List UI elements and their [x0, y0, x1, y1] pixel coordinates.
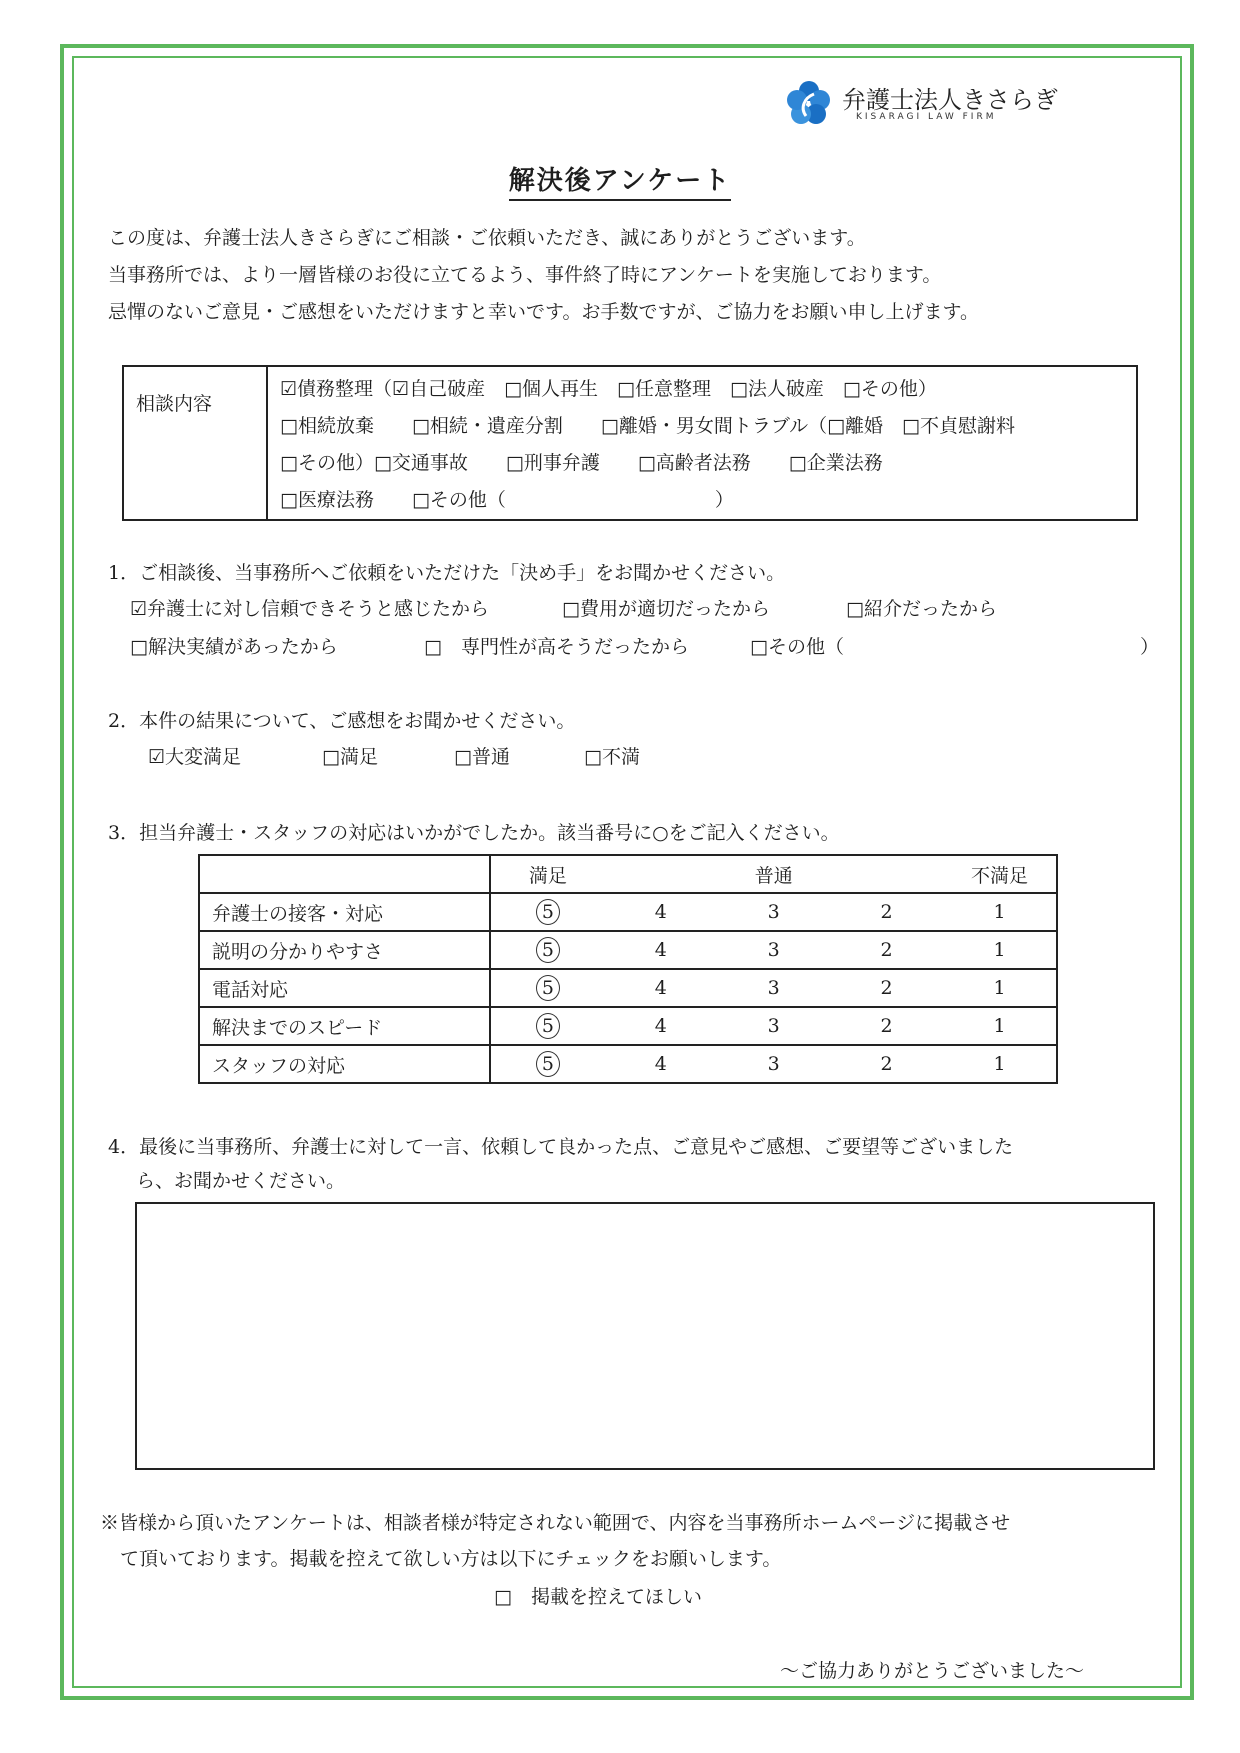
header-dissatisfied: 不満足 [971, 864, 1029, 887]
question-4-line2: ら、お聞かせください。 [136, 1170, 346, 1192]
intro-line: 忌憚のないご意見・ご感想をいただけますと幸いです。お手数ですが、ご協力をお願い申し上げます。 [108, 301, 979, 323]
rating-5[interactable] [490, 1045, 604, 1083]
rating-5[interactable] [490, 893, 604, 931]
rating-row [199, 1045, 1057, 1083]
q1-option-fee[interactable]: □費用が適切だったから [562, 598, 770, 620]
rating-row-label: 電話対応 [199, 969, 490, 1007]
q1-option-referral[interactable]: □紹介だったから [846, 598, 997, 620]
rating-2[interactable]: 2 [830, 893, 943, 931]
rating-header-blank [199, 855, 490, 893]
publication-note-line1: ※皆様から頂いたアンケートは、相談者様が特定されない範囲で、内容を当事務所ホームページに掲載させ [100, 1512, 1011, 1534]
rating-4[interactable]: 4 [604, 893, 717, 931]
q1-option-expertise[interactable]: □ 専門性が高そうだったから [424, 636, 689, 658]
category-options[interactable] [267, 366, 1137, 520]
rating-4[interactable]: 4 [604, 1045, 717, 1083]
question-3-text: 3．担当弁護士・スタッフの対応はいかがでしたか。該当番号に○をご記入ください。 [108, 822, 840, 844]
q1-option-other[interactable]: □その他（ [750, 636, 844, 658]
rating-4[interactable]: 4 [604, 1007, 717, 1045]
rating-2[interactable]: 2 [830, 969, 943, 1007]
q2-option-neutral[interactable]: □普通 [454, 746, 510, 768]
rating-3[interactable]: 3 [717, 1045, 830, 1083]
rating-1[interactable]: 1 [943, 969, 1057, 1007]
rating-header-row [199, 855, 1057, 893]
selected-circle: 5 [536, 937, 560, 963]
category-label: 相談内容 [123, 366, 267, 520]
firm-logo [786, 76, 1086, 132]
intro-line: この度は、弁護士法人きさらぎにご相談・ご依頼いただき、誠にありがとうございます。 [108, 227, 866, 249]
rating-row-label: スタッフの対応 [199, 1045, 490, 1083]
rating-row-label: 説明の分かりやすさ [199, 931, 490, 969]
rating-row [199, 893, 1057, 931]
selected-circle: 5 [536, 1051, 560, 1077]
q1-option-trust[interactable]: ☑弁護士に対し信頼できそうと感じたから [130, 598, 490, 620]
question-1-text: 1．ご相談後、当事務所へご依頼をいただけた「決め手」をお聞かせください。 [108, 562, 786, 584]
rating-table [198, 854, 1058, 1084]
rating-row [199, 969, 1057, 1007]
publication-note-line2: て頂いております。掲載を控えて欲しい方は以下にチェックをお願いします。 [120, 1548, 782, 1570]
selected-circle: 5 [536, 1013, 560, 1039]
header-spacer [604, 855, 717, 893]
q1-other-close-paren: ） [1140, 636, 1160, 658]
firm-name-english: KISARAGI LAW FIRM [856, 112, 997, 122]
q2-option-very-satisfied[interactable]: ☑大変満足 [148, 746, 242, 768]
rating-row-label: 弁護士の接客・対応 [199, 893, 490, 931]
opt-out-checkbox[interactable]: □ 掲載を控えてほしい [494, 1586, 702, 1608]
rating-5[interactable] [490, 1007, 604, 1045]
header-neutral: 普通 [754, 864, 793, 887]
selected-circle: 5 [536, 975, 560, 1001]
intro-text [108, 220, 979, 331]
q2-option-dissatisfied[interactable]: □不満 [584, 746, 640, 768]
rating-4[interactable]: 4 [604, 969, 717, 1007]
rating-2[interactable]: 2 [830, 931, 943, 969]
rating-5[interactable] [490, 931, 604, 969]
selected-circle: 5 [536, 899, 560, 925]
closing-thanks: ～ご協力ありがとうございました～ [780, 1660, 1085, 1682]
rating-row [199, 1007, 1057, 1045]
rating-row [199, 931, 1057, 969]
q1-option-track-record[interactable]: □解決実績があったから [130, 636, 338, 658]
rating-3[interactable]: 3 [717, 1007, 830, 1045]
rating-4[interactable]: 4 [604, 931, 717, 969]
intro-line: 当事務所では、より一層皆様のお役に立てるよう、事件終了時にアンケートを実施しております。 [108, 264, 942, 286]
q2-option-satisfied[interactable]: □満足 [322, 746, 378, 768]
free-comment-box[interactable] [135, 1202, 1155, 1470]
rating-5[interactable] [490, 969, 604, 1007]
header-spacer [830, 855, 943, 893]
rating-1[interactable]: 1 [943, 1007, 1057, 1045]
rating-2[interactable]: 2 [830, 1045, 943, 1083]
plum-blossom-logo-icon [786, 80, 832, 126]
rating-3[interactable]: 3 [717, 931, 830, 969]
page-title: 解決後アンケート [0, 160, 1240, 197]
rating-1[interactable]: 1 [943, 1045, 1057, 1083]
consultation-category-table [122, 365, 1138, 521]
firm-name: 弁護士法人きさらぎ [842, 86, 1058, 114]
rating-1[interactable]: 1 [943, 931, 1057, 969]
rating-3[interactable]: 3 [717, 893, 830, 931]
category-line[interactable]: □その他）□交通事故 □刑事弁護 □高齢者法務 □企業法務 [280, 452, 883, 474]
rating-1[interactable]: 1 [943, 893, 1057, 931]
rating-3[interactable]: 3 [717, 969, 830, 1007]
category-line[interactable]: □医療法務 □その他（ ） [280, 489, 734, 511]
header-satisfied: 満足 [528, 864, 567, 887]
category-line[interactable]: ☑債務整理（☑自己破産 □個人再生 □任意整理 □法人破産 □その他） [280, 378, 937, 400]
question-4-line1: 4．最後に当事務所、弁護士に対して一言、依頼して良かった点、ご意見やご感想、ご要望等ございました [108, 1136, 1014, 1158]
category-line[interactable]: □相続放棄 □相続・遺産分割 □離婚・男女間トラブル（□離婚 □不貞慰謝料 [280, 415, 1016, 437]
question-2-text: 2．本件の結果について、ご感想をお聞かせください。 [108, 710, 576, 732]
rating-2[interactable]: 2 [830, 1007, 943, 1045]
rating-row-label: 解決までのスピード [199, 1007, 490, 1045]
